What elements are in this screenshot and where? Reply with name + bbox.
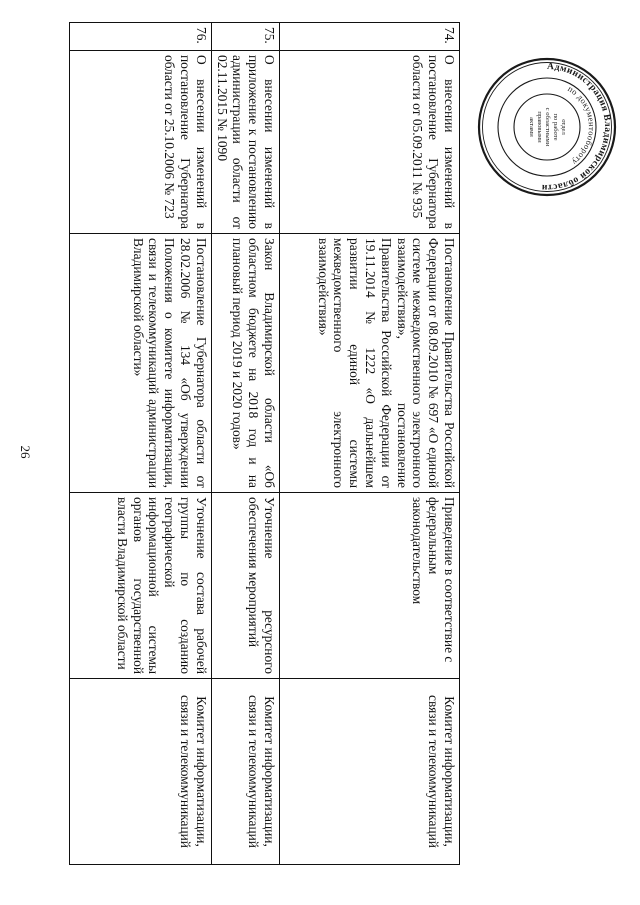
executor-cell: Комитет информатизации, связи и телекоммуникаций (211, 679, 279, 865)
seal-middle-text: по документообороту (566, 84, 597, 167)
official-seal-icon (476, 56, 618, 198)
table-row (69, 23, 211, 865)
legal-basis-cell: Закон Владимирской области «Об областном бюджете на 2018 год и на плановый период 2019 и 2020 годов» (211, 234, 279, 493)
plan-table (69, 22, 460, 865)
reason-cell: Уточнение ресурсного обеспечения мероприятий (211, 493, 279, 679)
act-name-cell: О внесении изменений в приложение к постановлению администрации области от 02.11.2015 № 1090 (211, 51, 279, 234)
legal-basis-cell: Постановление Правительства Российской Федерации от 08.09.2010 № 697 «О единой системе межведомственного электронного взаимодействия», постановление Правительства Российской Федерации от 19.11.2014 № 1222 «О дальнейшем развитии единой системы межведомственного электронного взаимодействия» (280, 234, 460, 493)
seal-center-line: по работе (552, 113, 559, 141)
rotated-table (70, 22, 460, 864)
table-row (280, 23, 460, 865)
reason-cell: Уточнение состава рабочей группы по созданию географической информационной системы органов государственной власти Владимирской области (69, 493, 211, 679)
seal-center-line: правовыми (536, 111, 543, 143)
executor-cell: Комитет информатизации, связи и телекоммуникаций (69, 679, 211, 865)
svg-text:по документообороту (566, 84, 596, 167)
seal-outer-text: Администрация Владимирской области (541, 60, 614, 194)
reason-cell: Приведение в соответствие с федеральным законодательством (280, 493, 460, 679)
table-row (211, 23, 279, 865)
act-name-cell: О внесении изменений в постановление Губернатора области от 25.10.2006 № 723 (69, 51, 211, 234)
page-number: 26 (18, 445, 33, 459)
row-number: 76. (69, 23, 211, 51)
seal-center-line: актами (528, 117, 535, 137)
seal-center-line: отдел (560, 119, 567, 135)
row-number: 74. (280, 23, 460, 51)
row-number: 75. (211, 23, 279, 51)
legal-basis-cell: Постановление Губернатора области от 28.02.2006 № 134 «Об утверждении Положения о комитете информатизации, связи и телекоммуникаций администрации Владимирской области» (69, 234, 211, 493)
seal-center-line: с областными (544, 107, 551, 147)
act-name-cell: О внесении изменений в постановление Губернатора области от 05.09.2011 № 935 (280, 51, 460, 234)
document-table-container (70, 22, 460, 864)
executor-cell: Комитет информатизации, связи и телекоммуникаций (280, 679, 460, 865)
